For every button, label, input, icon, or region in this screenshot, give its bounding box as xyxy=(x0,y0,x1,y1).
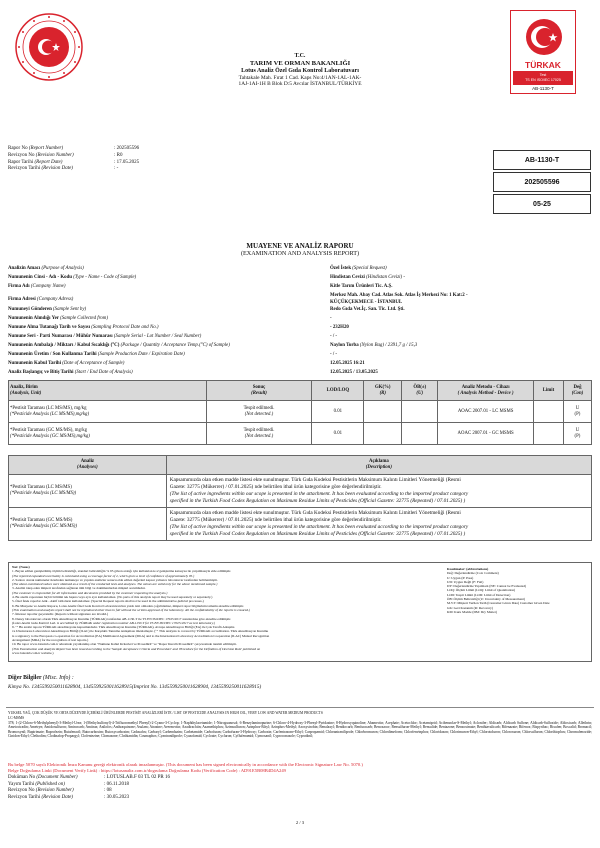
table-row: *Pestisit Taraması (GC MS/MS) (*Pesticide Analysis (GC MS/MS)) Kapsamımızda olan etken madde listesi ekte sunulmuştur. Türk Gıda Kodeksi Pestisitlerin Maksimum Kalıntı Limitleri Yönetmeliği (Resmi Gazete: 32775 (Mükerrer) / 07.01.2025) nde belirtilen ithal ürün kategorisine göre değerlendirilmiştir. (The list of active ingredients within our scope is presented in the attachment. It has been evaluated according to the imported product category specified in the Turkish Food Codex Regulation on Maximum Residue Limits of Pesticides (Official Gazette: 32775 (Repeated) / 07.01.2025) ) xyxy=(9,508,592,541)
note-line: Arrangement (MRA) for the recognition of test reports.) xyxy=(12,638,89,643)
info-label: Numunenin Alındığı Yer (Sample Collected from) xyxy=(8,316,108,321)
ministry-seal-logo xyxy=(14,12,84,82)
info-value: - 232H20 xyxy=(330,325,349,330)
meta-label-en: (Revision Number) xyxy=(35,152,74,158)
turkak-name: TÜRKAK xyxy=(525,60,561,70)
info-value: - xyxy=(330,316,332,321)
note-line: 2. Sadece olarak numuneler üzerinden numuneye ve yapılan analizler sonucu elde edilen değerleri kapsar yalnızca laboratuvar tarafından belirlenmiştir. xyxy=(12,577,218,582)
note-line: is a signatory to the European co-operation for Accreditation (EA) Multilateral Agreement (MLA) and to the International Laboratory Accreditation Cooperation (ILAC) Mutual Recognition xyxy=(12,633,270,638)
info-label: Numune Seri - Parti Numarası / Mühür Numarası (Sample Serial - Lot Number / Seal Number) xyxy=(8,334,202,339)
note-line: 10. Bu rapor www.lotuslab.com.tr adresinde yayınlanmış olan "Numune Kabul Kriterleri ve Prosedürü" ve "Rapor Kurallı Prosedürü" çerçevesinde tanzim edilmiştir. xyxy=(12,642,237,647)
info-label: Analiz Başlangıç ve Bitiş Tarihi (Start / End Date of Analysis) xyxy=(8,370,133,375)
report-period-box: 05-25 xyxy=(493,194,591,214)
abbreviations-title: Kısaltmalar: (abbreviations) xyxy=(447,567,489,571)
turkak-accreditation-logo xyxy=(510,10,576,94)
note-line: 1. Beyan edilen genişletilmiş ölçüm belirsizliği, standart belirsizliğin % 95 güven aralığı için kullanılan k=2 genişletme katsayısı ile çarpılmasıyla elde edilmiştir. xyxy=(12,569,232,574)
meta-label: Rapor No xyxy=(8,146,28,151)
note-line: 6. Bu Muayene ve Analiz Raporu, Lotus Analiz Özel Gıda Kontrol Laboratuvarı'nın yazılı izni olmadan çoğaltılamaz, müşteri rapor bilgilerinin tamamı akredite edilmiştir. xyxy=(12,603,244,608)
results-header-row: Analiz, Birim (Analysis, Unit) Sonuç (Result) LOD/LOQ GK(%) (R) ÖB(±) (U) Analiz Metodu - Cihazı ( Analysis Method - Device ) Limit Değ (Con) xyxy=(9,381,592,401)
results-table xyxy=(8,380,592,445)
info-label: Numunenin Kabul Tarihi (Date of Acceptance of Sample) xyxy=(8,361,125,366)
report-title-en: (EXAMINATION AND ANALYSIS REPORT) xyxy=(240,250,360,257)
misc-info-text: Kimya No. 1345599250011628904, 1345599250011628915(Imprint No. 1345599250011628904, 1345599250011628915) xyxy=(8,684,262,690)
explanation-header-row: Analiz (Analyses) Açıklama (Description) xyxy=(9,456,592,475)
abbreviation-line: LOD: Tespit Limiti (LOD: Limit of Detection) xyxy=(447,592,511,597)
info-label: Numunenin Ambalajı / Miktarı / Kabul Sıcaklığı (°C) (Package / Quantity / Acceptance Temp.(°C) of Sample) xyxy=(8,343,230,348)
report-title: MUAYENE VE ANALİZ RAPORU xyxy=(246,242,354,250)
meta-value: : 17.05.2025 xyxy=(114,159,140,165)
meta-label: Rapor Tarihi xyxy=(8,159,34,165)
abbreviation-line: UD: Uygun Değil (F: Fail) xyxy=(447,579,484,584)
table-row: *Pestisit Taraması (LC MS/MS) (*Pesticide Analysis (LC MS/MS)) Kapsamımızda olan etken madde listesi ekte sunulmuştur. Türk Gıda Kodeksi Pestisitlerin Maksimum Kalıntı Limitleri Yönetmeliği (Resmi Gazete: 32775 (Mükerrer) / 07.01.2025) nde belirtilen ithal ürün kategorisine göre değerlendirilmiştir. (The list of active ingredients within our scope is presented in the attachment. It has been evaluated according to the imported product category specified in the Turkish Food Codex Regulation on Maximum Residue Limits of Pesticides (Official Gazette: 32775 (Repeated) / 07.01.2025) ) xyxy=(9,475,592,508)
info-value: Naylon Torba (Nylon Bag) / 2391,7 g / 15,3 xyxy=(330,343,418,348)
pesticide-list-title: YUKSEL YAĞ, ÇOK DÜŞÜK VE ORTA DÜZEYDE İÇERİKLİ ÜRÜNLERDE PESTİSİT ANALİZLERİ İSTE / LIST OF PESTICIDE ANALYSIS IN HIGH OIL, VERY LOW AND WATER MEDIUM PRODUCTS xyxy=(8,711,323,715)
meta-label: Revizyon No xyxy=(8,152,35,158)
meta-label-en: (Report Date) xyxy=(34,159,63,165)
info-value: Merkez Mah. Abay Cad. Atlas Sok. Atlas İş Merkezi No: 1 Kat:2 - KÜÇÜKÇEKMECE - İSTANBUL xyxy=(330,293,468,305)
note-line: 3. Analizi talep eden müşteri tarafından sağlanan tüm bilgi ve dokümanlardan müşteri sorumludur. xyxy=(12,586,146,591)
note-line: (The customer is responsible for all information and documents provided by the customer requesting the analysis.) xyxy=(12,590,168,595)
info-label: Analizin Amacı (Purpose of Analysis) xyxy=(8,266,84,271)
note-line: 8. Deney laboratuvarı olarak Türk Akreditasyon Kurumu (TÜRKAK) tarafından AB-1130-T ile TS EN ISO/IEC 17025:2017 standardına göre akredite edilmiştir. xyxy=(12,616,232,621)
notes-box xyxy=(8,562,592,662)
note-line: ve Uluslararası Laboratuvar Akreditasyon Birliği (ILAC) ile Karşılıklı Tanınma Anlaşması imzalamıştır. ("" This analysis is covered by TÜRKAK accreditation. Türk Akreditasyon Kurumu xyxy=(12,629,269,634)
abbreviation-line: LOQ: Ölçüm Limiti (LOQ: Limit of Quantitation) xyxy=(447,588,516,593)
abbreviation-line: U: Uygun (P: Pass) xyxy=(447,575,474,580)
info-label: Numuneyi Gönderen (Sample Sent by) xyxy=(8,307,87,312)
notes-title: Not: (Notes) xyxy=(12,565,30,569)
header-line-5: 1AJ-1AI-1H B Blok D:5 Avcılar İSTANBUL/TÜRKİYE xyxy=(238,81,362,87)
abbreviation-line: Değ: Değerlendirme (Con: Comment) xyxy=(447,571,499,576)
report-meta xyxy=(8,146,74,173)
note-line: (The above-mentioned values were obtained as a result of the conducted tests and analyses. The values are valid only for the above mentioned sample.) xyxy=(12,582,218,587)
turkak-standard-label: TS EN ISO/IEC 17025 xyxy=(525,77,561,82)
pesticide-list: 378; 1-(2-Chloro-6-Methylphenyl)-3-Methyl-Urea; 1-(Methylsulfonyl)-4-Trifluoromethyl Phenyl)-2-Cyano-3-Cyclop; 1-Naphthylacetamide; 1-Nitroguanosol; 6-Benzylaminopurine; 6-Chloro-4-Hydroxy-3-Phenyl-Pyridazine; 8-Hydroxyquinoline; Abamectin; Acephate; Acetochlor; Acetamiprid; Acibenzolar-S-Methyl; Aclonifer; Aldicarb; Aldicarb Sulfone; Aldicarb-Sulfoxide; Aldoxicarb; Allethrin; Ametoctradin; Ametryn; Amidosulfuron; Aminocarb; Amitraz; Anilofos; Anthraquinone; Asulam; Atrazine; Avermectin; Azadirachtin; Azamethiphos; Azimsulfuron; Azinphos-Ethyl; Azinphos-Methyl; Azoxystrobin; Benalaxyl; Bendiocarb; Benfuracarb; Benoxacor; Bensulfuron-Methyl; Bensulide; Bentazone; Benzoximate; Benthiavalicarb; Bifenazate; Bifenox; Bispyribac; Bixafen; Boscalid; Bromacil; Bromoxynil; Bupirimate; Buprofezin; Butafenacil; Butocarboxim; Butoxycarboxim; Cadusafos; Carbaryl; Carbendazim; Carbetamide; Carbofuran; Carbofuran-3-Hydroxy; Carboxin; Carfentrazone-Ethyl; Carpropamid; Chlorantraniliprole; Chlorbromuron; Chlordimeform; Chlorfenvinphos; Chloridazon; Chlorimuron-Ethyl; Chlorotoluron; Chloroxuron; Chlorsulfuron; Chlorthiophos; Chromafenozide; Cinidon-Ethyl; Clethodim; Clodinafop-Propargyl; Clofentezine; Clomazone; Clothianidin; Coumaphos; Cyantraniliprole; Cyazofamid; Cycloate; Cycluron; Cyflufenamid; Cymoxanil; Cyproconazole; Cyprodinil; xyxy=(8,721,592,739)
note-line: (Lotus Analiz Gıda Kontrol Lab. is accredited by TÜRKAK under registration number AB-1130-T for TS EN ISO/IEC 17025:2017 as test laboratory.) xyxy=(12,620,215,625)
table-row: *Pestisit Taraması (GC MS/MS), mg/kg (*Pesticide Analysis (GC MS/MS),mg/kg) Tespit edilmedi. (Not detected.) 0.01 AOAC 2007.01 - GC MSMS U (P) xyxy=(9,423,592,445)
note-line: 9. "" Bu analiz raporu TÜRKAK akreditasyonu kapsamındadır. Türk Akreditasyon Kurumu (TÜRKAK), Avrupa Akreditasyon Birliği (EA) ile Çok Taraflı Anlaşma xyxy=(12,625,235,630)
note-line: 5. Özel İstek raporlar Atik - Aktif tabloların kullanılamaz. (Special Request reports shall not be used in the administrative-judicial processes.) xyxy=(12,599,204,604)
misc-info xyxy=(8,675,74,682)
note-line: 7. İmzasız raporlar geçersizdir. (Reports without signature are invalid.) xyxy=(12,612,109,617)
lab-header xyxy=(150,53,450,87)
header-line-4: Tahtakale Mah. Fırat 1 Cad. Kaps No:4/1AN-1AL-1AK- xyxy=(238,74,362,81)
info-label: Numunenin Cinsi - Adı - Kodu (Type - Name - Code of Sample) xyxy=(8,275,137,280)
misc-info-label-en: (Misc. Info) : xyxy=(43,675,74,681)
info-value: Özel İstek (Special Request) xyxy=(330,266,387,271)
explanation-table xyxy=(8,455,592,541)
info-label: Numune Alma Tutanağı Tarih ve Sayısı (Sampling Protocol Date and No.) xyxy=(8,325,159,330)
turkak-standard-band xyxy=(513,71,573,85)
header-line-1: T.C. xyxy=(294,53,306,59)
info-value: - / - xyxy=(330,352,338,357)
note-line: (This examination and analysis report shall not be reproduced other than in full without the written approval of the laboratory. All the confidentiality of the reports is ensured.) xyxy=(12,607,250,612)
document-control-values: : LOTUSLAB.F 03 TL 02 PR 16 : 06.11.2018 : 08 : 30.05.2023 xyxy=(104,775,170,800)
info-label: Firma Adı (Company Name) xyxy=(8,284,66,289)
info-value: Redo Gıda Vet.İç. San. Tic. Ltd. Şti. xyxy=(330,307,405,312)
info-value: 12.05.2025 / 13.05.2025 xyxy=(330,370,378,375)
abbreviations-list xyxy=(447,571,591,614)
notes-list xyxy=(12,569,412,655)
meta-label-en: (Revision Date) xyxy=(41,166,73,172)
abbreviation-line: GK: Geri Kazanım (R: Recovery) xyxy=(447,605,493,610)
header-line-3: Lotus Analiz Özel Gıda Kontrol Laboratuvarı xyxy=(241,67,359,74)
meta-value: : R0 xyxy=(114,152,123,158)
misc-info-label: Diğer Bilgiler xyxy=(8,675,42,681)
info-value: Hindistan Cevizi (Hindistan Cevizi) - xyxy=(330,275,406,280)
table-row: *Pestisit Taraması (LC MS/MS), mg/kg (*Pesticide Analysis (LC MS/MS),mg/kg) Tespit edilmedi. (Not detected.) 0.01 AOAC 2007.01 - LC MSMS U (P) xyxy=(9,401,592,423)
turkak-crescent-icon xyxy=(524,17,564,57)
document-control: Doküman No (Document Number) Yayım Tarihi (Published on) Revizyon No (Revision Number) Revizyon Tarihi (Revision Date) xyxy=(8,775,78,800)
info-label: Firma Adresi (Company Adress) xyxy=(8,297,74,302)
meta-value: : 202505596 xyxy=(114,146,140,151)
meta-label: Revizyon Tarihi xyxy=(8,166,41,172)
e-signature-note: Bu belge 5070 sayılı Elektronik İmza Kanunu gereği elektronik olarak imzalanmıştır. (This document has been signed electronically in accordance with the Electronic Signature Law No. 5070.) xyxy=(8,762,363,767)
note-line: (The reported expanded uncertainty is calculated using a coverage factor of 2, which gives a level of confidence of approximately 95.) xyxy=(12,573,195,578)
abbreviation-line: ÖB: Ölçüm Belirsizliği (U: Uncertainty of Measurement) xyxy=(447,597,525,602)
pesticide-list-subtitle: LC-MSMS xyxy=(8,716,25,720)
footer-divider xyxy=(6,707,594,708)
page-number: 2 / 3 xyxy=(295,820,305,825)
info-value: 12.05.2025 16:21 xyxy=(330,361,365,366)
turkak-code: AB-1130-T xyxy=(532,86,554,91)
note-line: www.lotuslab.com.tr website.) xyxy=(12,650,54,655)
turkak-test-label: Test xyxy=(539,73,547,77)
abbreviation-line: M.V.T: Müşteri Verilen Tarih (Customer Given Date) Customer Given Date xyxy=(447,601,550,606)
abbreviations xyxy=(447,567,591,614)
abbreviation-line: KM: Kuru Madde (DM: Dry Matter) xyxy=(447,609,498,614)
report-meta-values xyxy=(114,146,139,173)
meta-label-en: (Report Number) xyxy=(28,146,64,151)
accreditation-code-box: AB-1130-T xyxy=(493,150,591,170)
report-number-box: 202505596 xyxy=(493,172,591,192)
header-line-2: TARIM VE ORMAN BAKANLIĞI xyxy=(249,60,351,67)
meta-value: : - xyxy=(114,166,119,172)
notes-left xyxy=(12,565,412,655)
note-line: 4. Bu analiz raporunun hiçbir bölümü tek başına veya ayrı ayrı kullanılamaz. (No parts of this analysis report may be used separately or separately.) xyxy=(12,595,213,600)
note-line: (This Examination and Analysis Report has been issued according to the 'Sample Acceptance Criteria and Procedure' and 'Procedure for the Definition of Decision Rule' published on xyxy=(12,646,261,651)
info-value: - / - xyxy=(330,334,338,339)
info-value: Kitle Tarım Ürünleri Tic. A.Ş. xyxy=(330,284,393,289)
abbreviation-line: DY: Değerlendirme Yapılmadı (NE: Cannot be Evaluated) xyxy=(447,584,527,589)
verify-link[interactable]: Belge Doğrulama Linki (Document Verify Link) : https://lotusanaliz.com.tr/dogrulama Doğrulama Kodu (Verification Code) : AD91E5B08B4D4A249 xyxy=(8,768,286,773)
info-label: Numunenin Üretim / Son Kullanma Tarihi (Sample Production Date / Expiration Date) xyxy=(8,352,185,357)
